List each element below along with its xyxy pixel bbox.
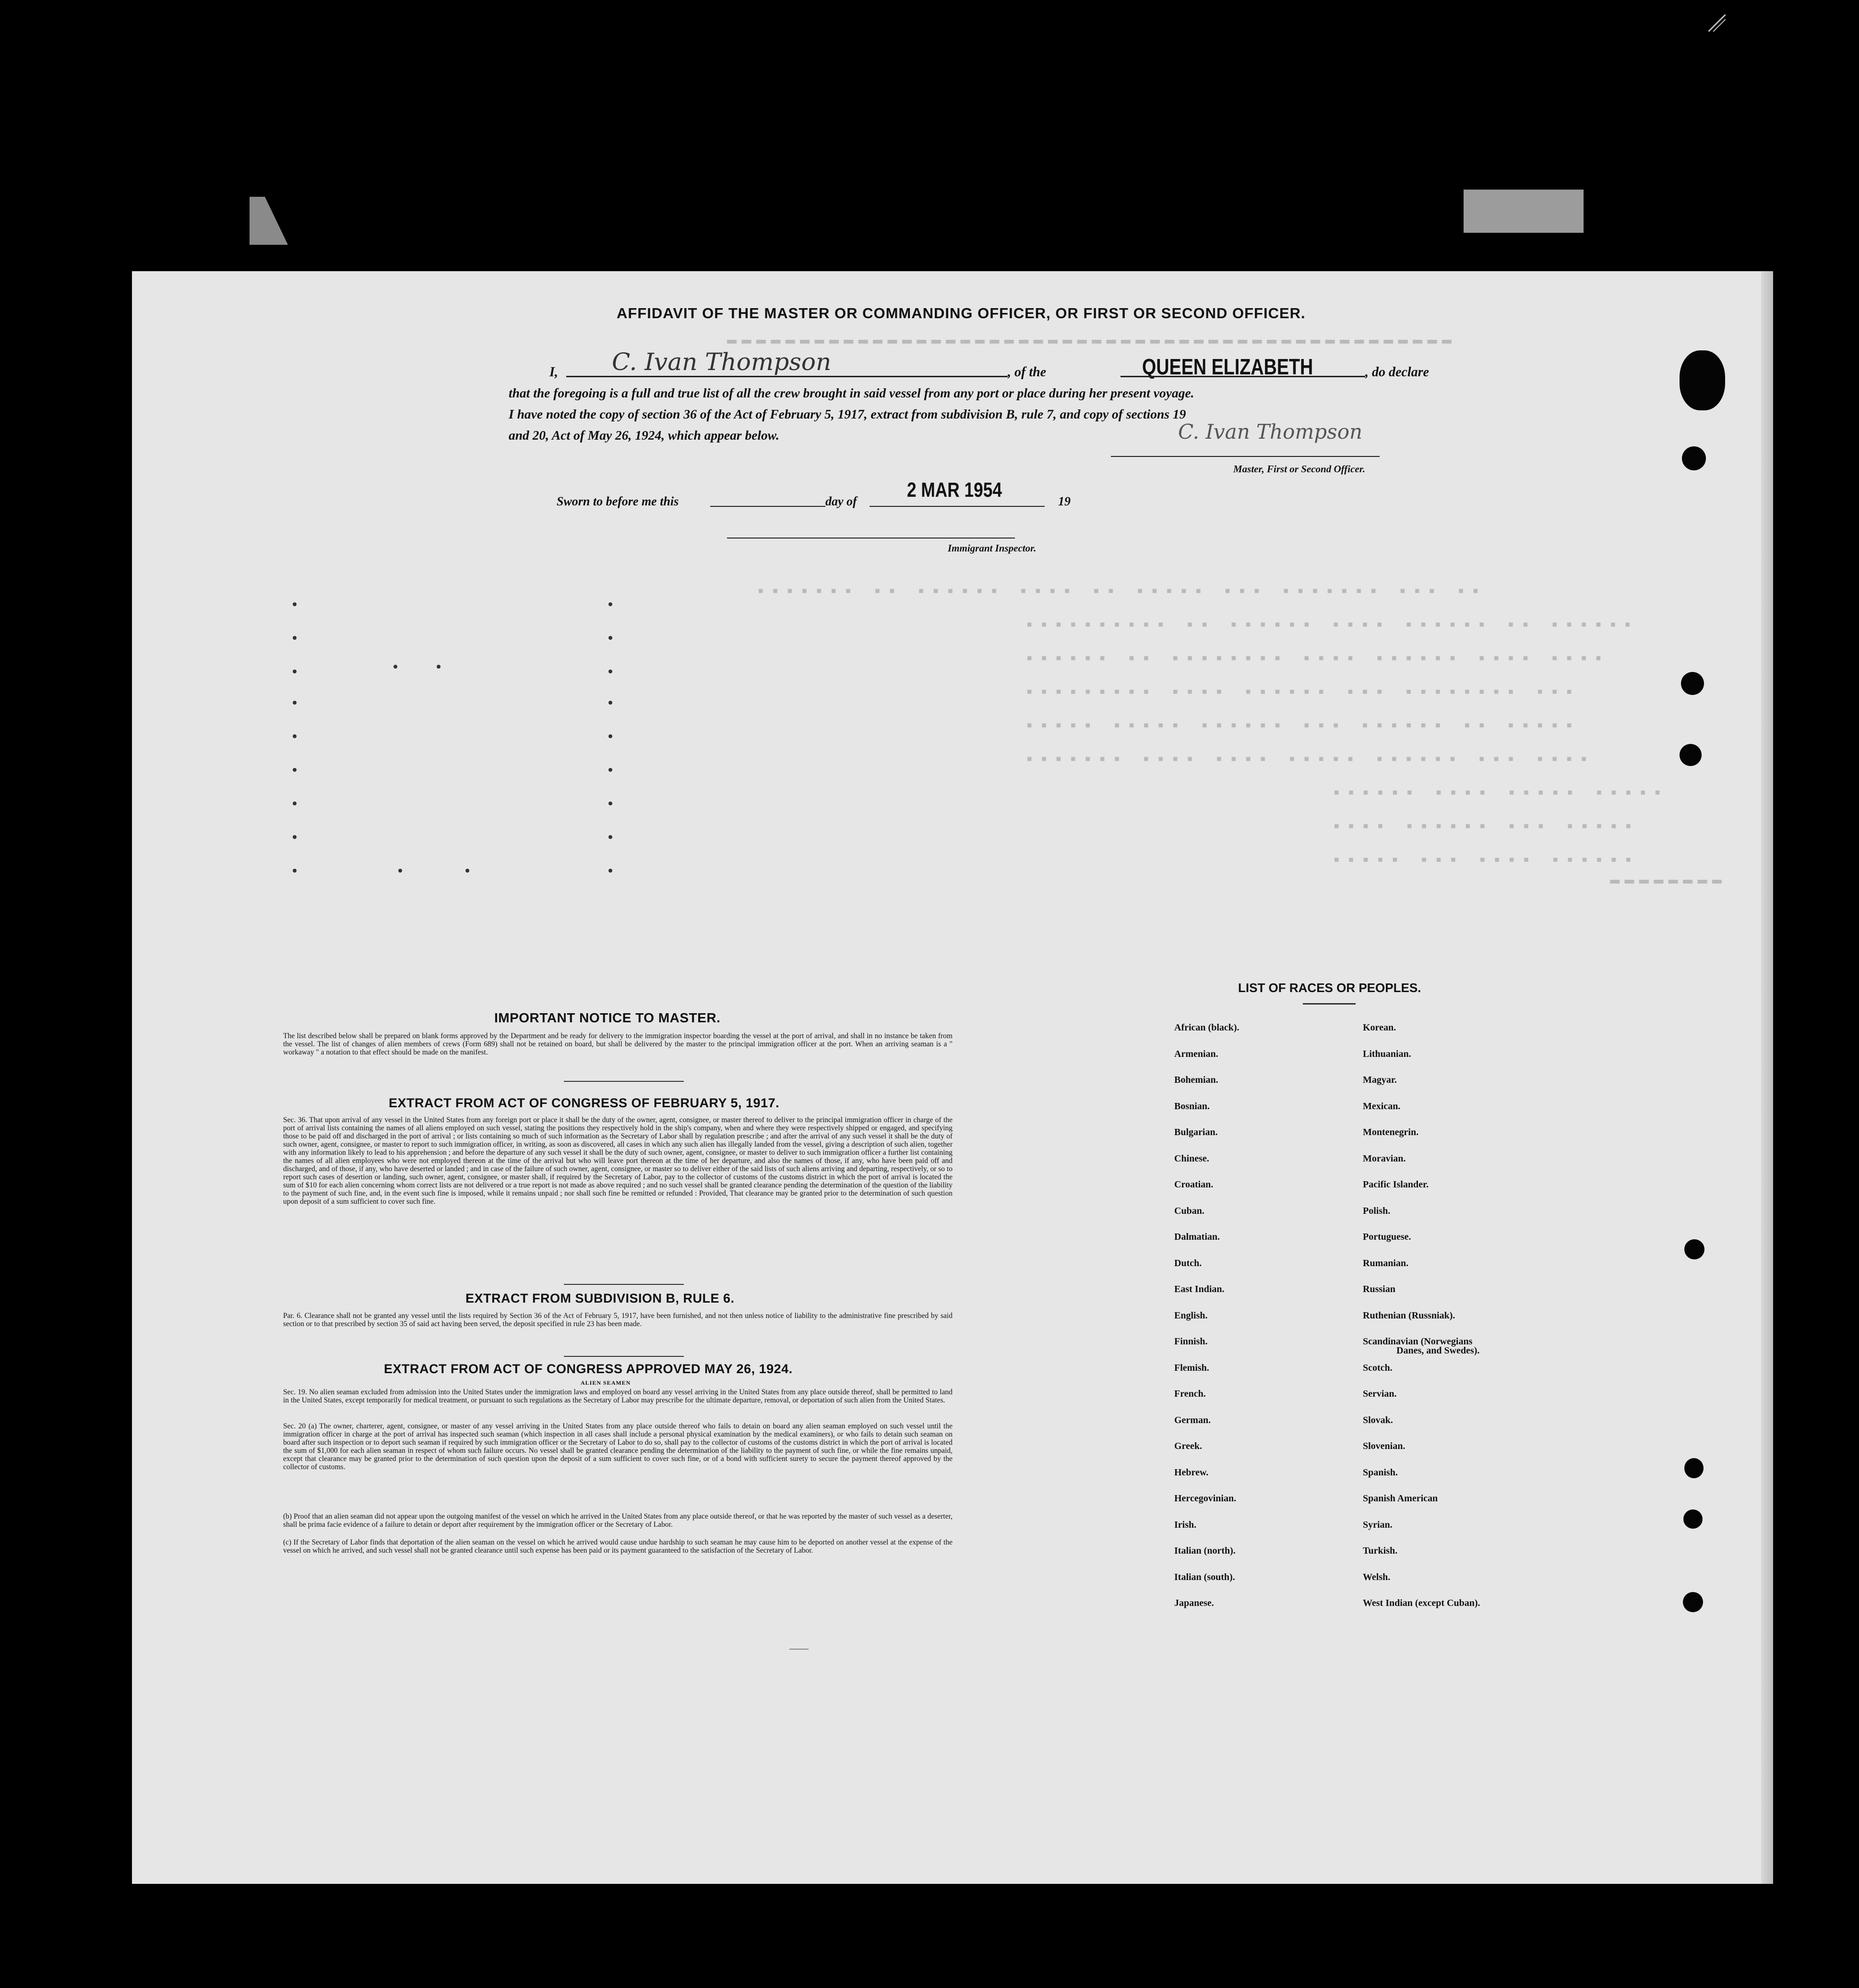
row-dot (293, 636, 297, 640)
race-item: Italian (north). (1174, 1545, 1236, 1556)
row-dot (608, 869, 612, 873)
race-item: Armenian. (1174, 1048, 1218, 1059)
section-divider (564, 1284, 684, 1285)
row-dot (608, 670, 612, 673)
race-item-label: Rumanian. (1363, 1257, 1409, 1269)
master-signature-handwritten: C. Ivan Thompson (1178, 420, 1363, 443)
race-item: French. (1174, 1389, 1206, 1399)
sworn-day-of-label: day of (825, 494, 857, 508)
race-item: Finnish. (1174, 1336, 1208, 1347)
row-dot (398, 869, 402, 873)
affidavit-line-2: that the foregoing is a full and true list of all the crew brought in said vessel from any port or place during her present voyage. (509, 385, 1194, 400)
row-dot (608, 802, 612, 805)
extract-1924-sec20b: (b) Proof that an alien seaman did not appear upon the outgoing manifest of the vessel on which he arrived in the United States from any place outside thereof, or that he was reported by the master of such vessel as a deserter, shall be prima facie evidence of a failure to detain or deport after requirement by the immigration officer or the Secretary of Labor. (283, 1512, 953, 1529)
row-dot (465, 869, 469, 873)
signer-name-handwritten: C. Ivan Thompson (612, 348, 832, 376)
row-dot (293, 602, 297, 606)
race-item: Japanese. (1174, 1598, 1214, 1608)
row-dot (608, 602, 612, 606)
row-dot (437, 665, 441, 669)
race-item-label: Moravian. (1363, 1153, 1406, 1164)
race-item (1363, 1545, 1480, 1572)
race-item-label: Servian. (1363, 1389, 1397, 1399)
bleed-through-text: ▪▪▪▪ ▪▪▪▪▪▪ ▪▪▪ ▪▪▪▪▪ (1332, 818, 1638, 837)
race-item-label: Welsh. (1363, 1571, 1391, 1582)
row-dot (293, 835, 297, 839)
race-item-label: Lithuanian. (1363, 1048, 1411, 1059)
race-item-label: Magyar. (1363, 1075, 1397, 1085)
race-item (1363, 1101, 1480, 1127)
races-left-column (1174, 1022, 1239, 1624)
race-item (1363, 1232, 1480, 1258)
race-item: Chinese. (1174, 1153, 1209, 1164)
race-item-label: Slovenian. (1363, 1441, 1406, 1451)
master-signature-line (1111, 456, 1380, 457)
bleed-through-text: ▪▪▪▪▪ ▪▪▪▪▪ ▪▪▪▪▪▪ ▪▪▪ ▪▪▪▪▪▪ ▪▪ ▪▪▪▪▪ (1025, 718, 1579, 736)
film-tab-left (250, 197, 288, 245)
race-item (1363, 1336, 1480, 1363)
row-dot (608, 768, 612, 772)
vessel-name-line (1120, 376, 1365, 377)
race-item (1363, 1284, 1480, 1310)
race-item-label: Spanish American (1363, 1493, 1438, 1504)
extract-1924-sec20c: (c) If the Secretary of Labor finds that deportation of the alien seaman on the vessel on which he arrived would cause undue hardship to such seaman he may cause him to be deported on another vessel at the expense of the vessel on which he arrived, and such vessel shall not be granted clearance until such expense has been paid or its payment guaranteed to the satisfaction of the Secretary of Labor. (283, 1538, 953, 1555)
affidavit-of-the-label: , of the (1008, 365, 1047, 380)
extract-1924-subtitle: ALIEN SEAMEN (581, 1379, 631, 1386)
race-item (1363, 1415, 1480, 1441)
race-item (1363, 1363, 1480, 1389)
race-item (1363, 1206, 1480, 1232)
extract-1924-sec20a: Sec. 20 (a) The owner, charterer, agent, consignee, or master of any vessel arriving in the United States from any place outside thereof who fails to detain on board any alien seaman employed on such vessel until the immigration officer in charge at the port of arrival has inspected such seaman (which inspection in all cases shall include a personal physical examination by the medical examiners), or who fails to detain such seaman on board after such inspection or to deport such seaman if required by such immigration officer or the Secretary of Labor to do so, shall pay to the collector of customs of the customs district in which the port of arrival is located the sum of $1,000 for each alien seaman in respect of whom such failure occurs. No vessel shall be granted clearance pending the determination of the liability to the payment of such fine, or while the fine remains unpaid, except that clearance may be granted prior to the determination of such question upon the deposit of a sum sufficient to cover such fine, or of a bond with sufficient surety to secure the payment thereof approved by the collector of customs. (283, 1422, 953, 1471)
row-dot (293, 802, 297, 805)
section-divider (564, 1081, 684, 1082)
crosshair-mark-icon (1708, 14, 1726, 32)
race-item (1363, 1389, 1480, 1415)
race-item-label: Pacific Islander. (1363, 1179, 1429, 1190)
binder-hole (1684, 1458, 1704, 1478)
race-item (1363, 1493, 1480, 1520)
row-dot (293, 701, 297, 705)
row-dot (293, 734, 297, 738)
race-item-continuation: Danes, and Swedes). (1396, 1345, 1480, 1356)
race-item: Irish. (1174, 1519, 1197, 1530)
binder-hole (1684, 1239, 1704, 1259)
extract-1917-body: Sec. 36. That upon arrival of any vessel in the United States from any foreign port or place it shall be the duty of the owner, agent, consignee, or master thereof to deliver to the principal immigration officer in charge of the port of arrival lists containing the names of all aliens employed on such vessel, stating the positions they respectively hold in the ship's company, when and where they were respectively shipped or engaged, and specifying those to be paid off and discharged in the port of arrival ; or lists containing so much of such information as the Secretary of Labor shall by regulation prescribe ; and after the arrival of any such vessel it shall be the duty of such owner, agent, consignee, or master to report to such immigration officer, in writing, as soon as discovered, all cases in which any such alien has illegally landed from the vessel, giving a description of such alien, together with any information likely to lead to his apprehension ; and before the departure of any such vessel it shall be the duty of such owner, agent, consignee, or master to deliver to such immigration officer a further list containing the names of all alien employees who were not employed thereon at the time of the arrival but who will leave port thereon at the time of her departure, and also the names of those, if any, who have been paid off and discharged, and of those, if any, who have deserted or landed ; and in case of the failure of such owner, agent, consignee, or master so to deliver either of the said lists of such aliens arriving and departing, respectively, or so to report such cases of desertion or landing, such owner, agent, consignee, or master shall, if required by the Secretary of Labor, pay to the collector of customs of the customs district in which the port of arrival is located the sum of $10 for each alien concerning whom correct lists are not delivered or a true report is not made as above required ; and no such vessel shall be granted clearance pending the determination of the question of the liability to the payment of such fine, and, in the event such fine is imposed, while it remains unpaid ; nor shall such fine be remitted or refunded : Provided, That clearance may be granted prior to the determination of such question upon deposit of a sum sufficient to cover such fine. (283, 1116, 953, 1206)
races-title: LIST OF RACES OR PEOPLES. (1238, 981, 1421, 995)
race-item-label: Mexican. (1363, 1101, 1401, 1112)
extract-1924-title: EXTRACT FROM ACT OF CONGRESS APPROVED MAY 26, 1924. (384, 1362, 793, 1376)
bleed-through-text: ▪▪▪▪▪▪▪▪▪▪ ▪▪ ▪▪▪▪▪▪ ▪▪▪▪ ▪▪▪▪▪▪ ▪▪ ▪▪▪▪▪▪ (1025, 617, 1637, 635)
signer-name-line (566, 376, 1008, 377)
race-item: African (black). (1174, 1022, 1239, 1033)
sworn-year-label: 19 (1058, 494, 1071, 508)
race-item: Dalmatian. (1174, 1232, 1220, 1242)
binder-hole (1680, 350, 1725, 410)
binder-hole (1683, 1509, 1703, 1529)
affidavit-do-declare: , do declare (1365, 365, 1429, 380)
race-item-label: Montenegrin. (1363, 1127, 1419, 1138)
race-item-label: Turkish. (1363, 1545, 1398, 1556)
race-item (1363, 1441, 1480, 1467)
sworn-label: Sworn to before me this (557, 494, 679, 508)
row-dot (608, 835, 612, 839)
row-dot (293, 869, 297, 873)
extract-1924-sec19: Sec. 19. No alien seaman excluded from admission into the United States under the immigration laws and employed on board any vessel arriving in the United States from any place outside thereof, shall be permitted to land in the United States, except temporarily for medical treatment, or pursuant to such regulations as the Secretary of Labor may prescribe for the ultimate departure, removal, or deportation of such alien from the United States. (283, 1388, 953, 1404)
inspector-caption: Immigrant Inspector. (948, 542, 1037, 554)
bleed-through-text: ▪▪▪▪▪ ▪▪▪ ▪▪▪▪ ▪▪▪▪▪▪ (1332, 852, 1638, 870)
extract-rule6-title: EXTRACT FROM SUBDIVISION B, RULE 6. (465, 1291, 735, 1305)
extract-rule6-body: Par. 6. Clearance shall not be granted any vessel until the lists required by Section 36 of the Act of February 5, 1917, have been furnished, and not then unless notice of liability to the administrative fine prescribed by said section or to that prescribed by section 35 of said act having been served, the deposit specified in rule 23 has been made. (283, 1312, 953, 1328)
race-item: Italian (south). (1174, 1571, 1235, 1582)
race-item-label: Polish. (1363, 1205, 1391, 1216)
race-item (1363, 1153, 1480, 1180)
race-item: English. (1174, 1310, 1208, 1321)
race-item: Flemish. (1174, 1362, 1209, 1373)
binder-hole (1682, 446, 1706, 470)
race-item (1363, 1520, 1480, 1546)
race-item (1363, 1572, 1480, 1598)
section-divider (564, 1356, 684, 1357)
race-item-label: Slovak. (1363, 1414, 1393, 1425)
race-item (1363, 1022, 1480, 1049)
race-item: Dutch. (1174, 1257, 1202, 1269)
extract-1917-title: EXTRACT FROM ACT OF CONGRESS OF FEBRUARY 5, 1917. (389, 1096, 780, 1110)
affidavit-i-label: I, (549, 365, 558, 380)
race-item: German. (1174, 1414, 1211, 1425)
race-item: Bohemian. (1174, 1075, 1218, 1085)
row-dot (608, 636, 612, 640)
race-item (1363, 1467, 1480, 1494)
race-item: Cuban. (1174, 1205, 1204, 1216)
race-item (1363, 1127, 1480, 1153)
vessel-name-stamp: QUEEN ELIZABETH (1142, 354, 1313, 379)
bleed-through-text: ▬▬▬▬▬▬▬▬ (1610, 871, 1727, 889)
row-dot (608, 734, 612, 738)
race-item-label: West Indian (except Cuban). (1363, 1598, 1480, 1608)
document-sheet (132, 271, 1761, 1884)
race-item (1363, 1075, 1480, 1101)
affidavit-line-4: and 20, Act of May 26, 1924, which appear below. (509, 428, 780, 443)
race-item-label: Syrian. (1363, 1519, 1393, 1530)
race-item: Hebrew. (1174, 1467, 1209, 1478)
stray-mark (789, 1649, 809, 1650)
film-tab-right (1464, 190, 1584, 233)
row-dot (293, 670, 297, 673)
race-item: Bulgarian. (1174, 1127, 1218, 1138)
row-dot (393, 665, 397, 669)
races-right-column (1363, 1022, 1480, 1624)
race-item (1363, 1049, 1480, 1075)
bleed-through-text: ▪▪▪▪▪▪▪▪▪ ▪▪▪▪ ▪▪▪▪▪▪ ▪▪▪ ▪▪▪▪▪▪▪▪ ▪▪▪ (1025, 684, 1579, 702)
race-item (1363, 1598, 1480, 1624)
binder-hole (1683, 1592, 1703, 1612)
race-item: Hercegovinian. (1174, 1493, 1237, 1504)
race-item-label: Portuguese. (1363, 1232, 1411, 1242)
inspector-signature-line (727, 538, 1015, 539)
race-item: Greek. (1174, 1441, 1202, 1451)
sworn-month-line (870, 506, 1045, 507)
notice-title: IMPORTANT NOTICE TO MASTER. (494, 1010, 721, 1025)
sworn-day-line (710, 506, 825, 507)
row-dot (608, 701, 612, 705)
race-item-label: Ruthenian (Russniak). (1363, 1310, 1455, 1321)
race-item: East Indian. (1174, 1284, 1225, 1294)
race-item: Croatian. (1174, 1179, 1214, 1190)
bleed-through-text: ▪▪▪▪▪▪▪ ▪▪ ▪▪▪▪▪▪ ▪▪▪▪ ▪▪ ▪▪▪▪▪ ▪▪▪ ▪▪▪▪▪▪▪ ▪▪▪ ▪▪ (756, 583, 1486, 601)
race-item-label: Korean. (1363, 1022, 1396, 1033)
bleed-through-text: ▬▬▬▬▬▬▬▬▬▬▬▬▬▬▬▬▬▬▬▬▬▬▬▬▬▬▬▬▬▬▬▬▬▬▬▬▬▬▬▬▬▬▬▬▬▬▬▬▬▬ (727, 331, 1457, 349)
bleed-through-text: ▪▪▪▪▪▪ ▪▪▪▪ ▪▪▪▪▪ ▪▪▪▪▪ (1332, 785, 1668, 803)
race-item-label: Russian (1363, 1284, 1395, 1294)
row-dot (293, 768, 297, 772)
bleed-through-text: ▪▪▪▪▪▪▪ ▪▪▪▪ ▪▪▪▪ ▪▪▪▪▪ ▪▪▪▪▪▪ ▪▪▪ ▪▪▪▪ (1025, 751, 1594, 769)
sworn-date-stamp: 2 MAR 1954 (907, 479, 1002, 502)
race-item-label: Scandinavian (Norwegians (1363, 1336, 1473, 1347)
binder-hole (1681, 672, 1704, 695)
bleed-through-text: ▪▪▪▪▪▪ ▪▪ ▪▪▪▪▪▪▪▪ ▪▪▪▪ ▪▪▪▪▪▪ ▪▪▪▪ ▪▪▪▪ (1025, 650, 1609, 669)
affidavit-line-3: I have noted the copy of section 36 of the Act of February 5, 1917, extract from subdivision B, rule 7, and copy of sections 19 (509, 407, 1186, 421)
affidavit-title: AFFIDAVIT OF THE MASTER OR COMMANDING OFFICER, OR FIRST OR SECOND OFFICER. (617, 305, 1306, 322)
race-item: Bosnian. (1174, 1101, 1210, 1112)
race-item-label: Scotch. (1363, 1362, 1393, 1373)
race-item (1363, 1310, 1480, 1337)
master-signature-caption: Master, First or Second Officer. (1233, 463, 1365, 475)
notice-body: The list described below shall be prepared on blank forms approved by the Department and be ready for delivery to the immigration inspector boarding the vessel at the port of arrival, and shall in no instance be taken from the vessel. The list of changes of alien members of crews (Form 689) shall not be retained on board, but shall be delivered by the master to the principal immigration officer at the port. When an arriving seaman is a " workaway " a notation to that effect should be made on the manifest. (283, 1032, 953, 1056)
binder-hole (1680, 744, 1702, 766)
race-item-label: Spanish. (1363, 1467, 1398, 1478)
race-item (1363, 1258, 1480, 1284)
races-title-underline (1303, 1003, 1356, 1005)
race-item (1363, 1179, 1480, 1206)
